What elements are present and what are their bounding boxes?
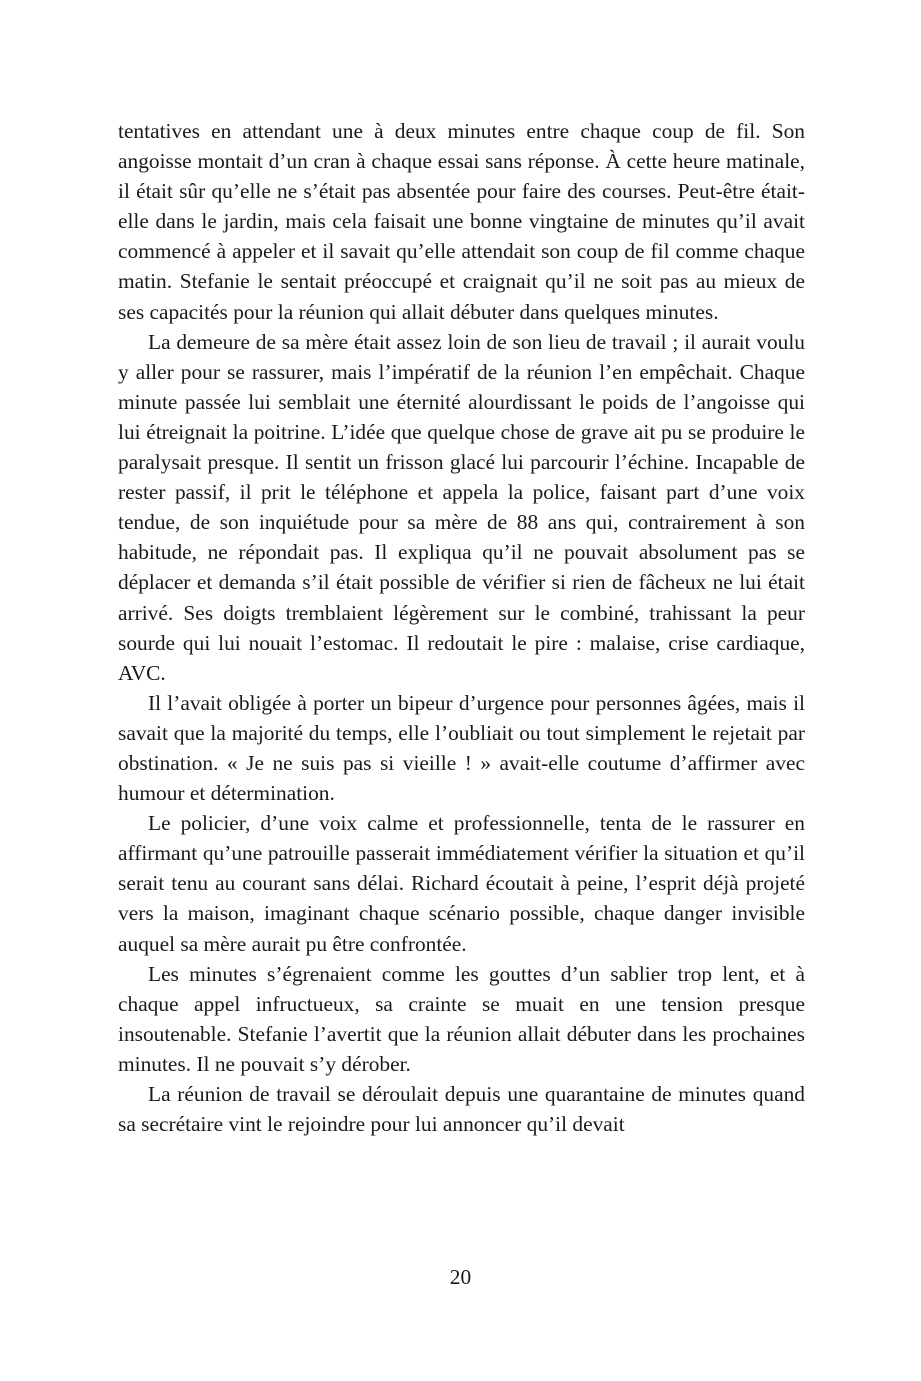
paragraph-3: Il l’avait obligée à porter un bipeur d’urgence pour personnes âgées, mais il savait que la majorité du temps, elle l’oubliait ou tout simplement le rejetait par obstination. « Je ne suis pas si vieille ! » avait-elle coutume d’affirmer avec humour et détermination.: [118, 690, 805, 806]
page-number: 20: [449, 1265, 472, 1289]
paragraph-6: La réunion de travail se déroulait depuis une quarantaine de minutes quand sa secrétaire vint le rejoindre pour lui annoncer qu’il devait: [118, 1082, 805, 1137]
paragraph-1: tentatives en attendant une à deux minutes entre chaque coup de fil. Son angoisse montait d’un cran à chaque essai sans réponse. À cette heure matinale, il était sûr qu’elle ne s’était pas absentée pour faire des courses. Peut-être était-elle dans le jardin, mais cela faisait une bonne vingtaine de minutes qu’il avait commencé à appeler et il savait qu’elle attendait son coup de fil comme chaque matin. Stefanie le sentait préoccupé et craignait qu’il ne soit pas au mieux de ses capacités pour la réunion qui allait débuter dans quelques minutes.: [118, 119, 805, 324]
paragraph-4: Le policier, d’une voix calme et professionnelle, tenta de le rassurer en affirmant qu’une patrouille passerait immédiatement vérifier la situation et qu’il serait tenu au courant sans délai. Richard écoutait à peine, l’esprit déjà projeté vers la maison, imaginant chaque scénario possible, chaque danger invisible auquel sa mère aurait pu être confrontée.: [118, 811, 805, 956]
paragraph-5: Les minutes s’égrenaient comme les gouttes d’un sablier trop lent, et à chaque appel infructueux, sa crainte se muait en une tension presque insoutenable. Stefanie l’avertit que la réunion allait débuter dans les prochaines minutes. Il ne pouvait s’y dérober.: [118, 961, 805, 1076]
paragraph-2: La demeure de sa mère était assez loin de son lieu de travail ; il aurait voulu y aller pour se rassurer, mais l’impératif de la réunion l’en empêchait. Chaque minute passée lui semblait une éternité alourdissant le poids de l’angoisse qui lui étreignait la poitrine. L’idée que quelque chose de grave ait pu se produire le paralysait presque. Il sentit un frisson glacé lui parcourir l’échine. Incapable de rester passif, il prit le téléphone et appela la police, faisant part d’une voix tendue, de son inquiétude pour sa mère de 88 ans qui, contrairement à son habitude, ne répondait pas. Il expliqua qu’il ne pouvait absolument pas se déplacer et demanda s’il était possible de vérifier si rien de fâcheux ne lui était arrivé. Ses doigts tremblaient légèrement sur le combiné, trahissant la peur sourde qui lui nouait l’estomac. Il redoutait le pire : malaise, crise cardiaque, AVC.: [118, 329, 805, 685]
page-body: [118, 116, 805, 1139]
